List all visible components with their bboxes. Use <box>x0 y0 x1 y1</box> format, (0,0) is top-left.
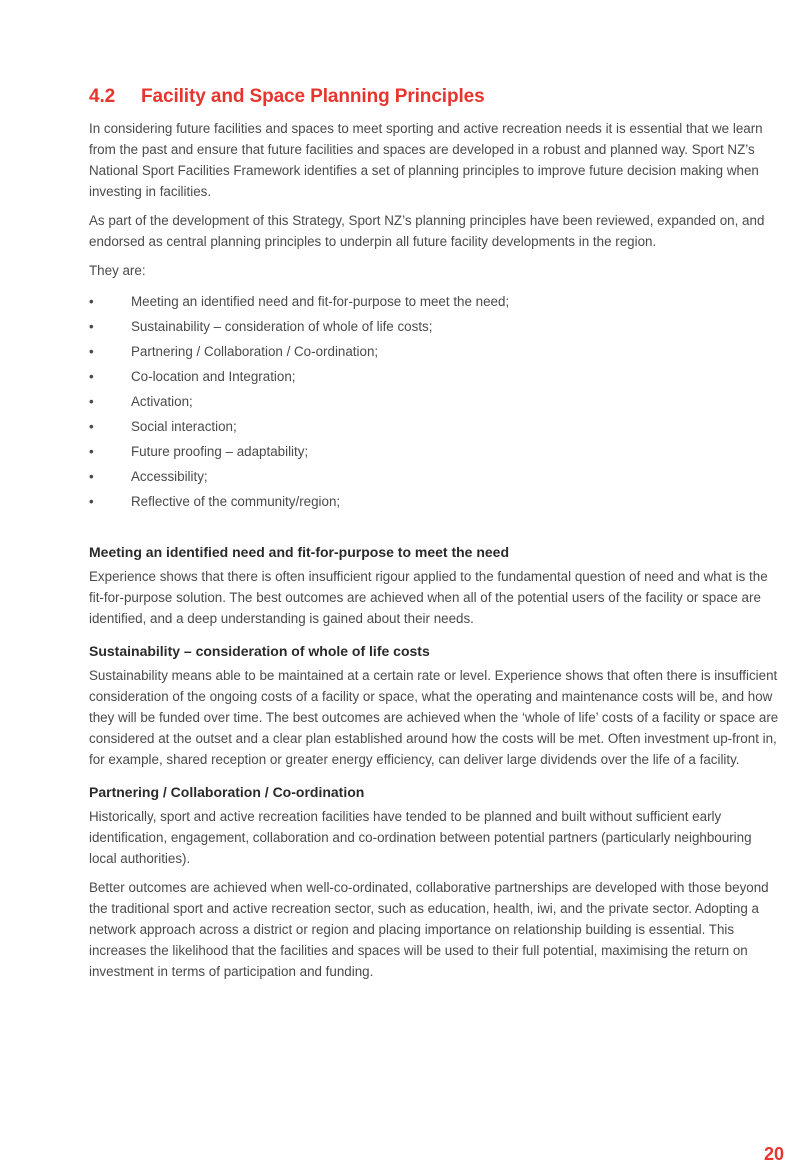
list-item: • Social interaction; <box>89 414 781 439</box>
list-item: • Future proofing – adaptability; <box>89 439 781 464</box>
section-number: 4.2 <box>89 86 116 107</box>
list-item: • Accessibility; <box>89 464 781 489</box>
subsection-paragraph: Sustainability means able to be maintained at a certain rate or level. Experience shows that often there is insufficient consideration of the ongoing costs of a facility or space, what the operating and maintenance costs will be, and how they will be funded over time. The best outcomes are achieved when the ‘whole of life’ costs of a facility or space are considered at the outset and a clear plan established around how the costs will be met. Often investment up-front in, for example, shared reception or greater energy efficiency, can deliver large dividends over the life of a facility. <box>89 668 779 767</box>
list-item: • Activation; <box>89 389 781 414</box>
subsection-heading-sustainability: Sustainability – consideration of whole of life costs <box>89 643 430 659</box>
section-title: Facility and Space Planning Principles <box>141 86 485 107</box>
page-number: 20 <box>763 1144 784 1164</box>
bullet-icon: • <box>89 469 94 484</box>
subsection-heading-need: Meeting an identified need and fit-for-purpose to meet the need <box>89 544 510 560</box>
list-item: • Reflective of the community/region; <box>89 489 781 514</box>
bullet-icon: • <box>89 294 94 309</box>
subsection-paragraph: Experience shows that there is often insufficient rigour applied to the fundamental question of need and what is the fit-for-purpose solution. The best outcomes are achieved when all of the potential users of the facility or space are identified, and a deep understanding is gained about their needs. <box>89 569 768 626</box>
list-item: • Sustainability – consideration of whole of life costs; <box>89 314 781 339</box>
bullet-icon: • <box>89 319 94 334</box>
principles-list <box>89 289 781 514</box>
subsection-paragraph: Historically, sport and active recreation facilities have tended to be planned and built without sufficient early identification, engagement, collaboration and co-ordination between potential partners (particularly neighbouring local authorities). <box>89 809 752 866</box>
intro-lead-in: They are: <box>89 263 146 278</box>
bullet-icon: • <box>89 344 94 359</box>
bullet-icon: • <box>89 394 94 409</box>
list-item: • Meeting an identified need and fit-for-purpose to meet the need; <box>89 289 781 314</box>
bullet-icon: • <box>89 494 94 509</box>
list-item: • Partnering / Collaboration / Co-ordination; <box>89 339 781 364</box>
subsection-paragraph: Better outcomes are achieved when well-co-ordinated, collaborative partnerships are developed with those beyond the traditional sport and active recreation sector, such as education, health, iwi, and the private sector. Adopting a network approach across a district or region and placing importance on relationship building is essential. This increases the likelihood that the facilities and spaces will be used to their full potential, maximising the return on investment in terms of participation and funding. <box>89 880 769 979</box>
list-item: • Co-location and Integration; <box>89 364 781 389</box>
intro-paragraph: In considering future facilities and spaces to meet sporting and active recreation needs it is essential that we learn from the past and ensure that future facilities and spaces are developed in a robust and planned way. Sport NZ’s National Sport Facilities Framework identifies a set of planning principles to improve future decision making when investing in facilities. <box>89 121 763 199</box>
bullet-icon: • <box>89 444 94 459</box>
document-page <box>89 86 781 990</box>
bullet-icon: • <box>89 369 94 384</box>
section-heading <box>89 86 781 108</box>
subsection-heading-partnering: Partnering / Collaboration / Co-ordination <box>89 784 365 800</box>
bullet-icon: • <box>89 419 94 434</box>
intro-paragraph: As part of the development of this Strategy, Sport NZ’s planning principles have been reviewed, expanded on, and endorsed as central planning principles to underpin all future facility developments in the region. <box>89 213 765 249</box>
